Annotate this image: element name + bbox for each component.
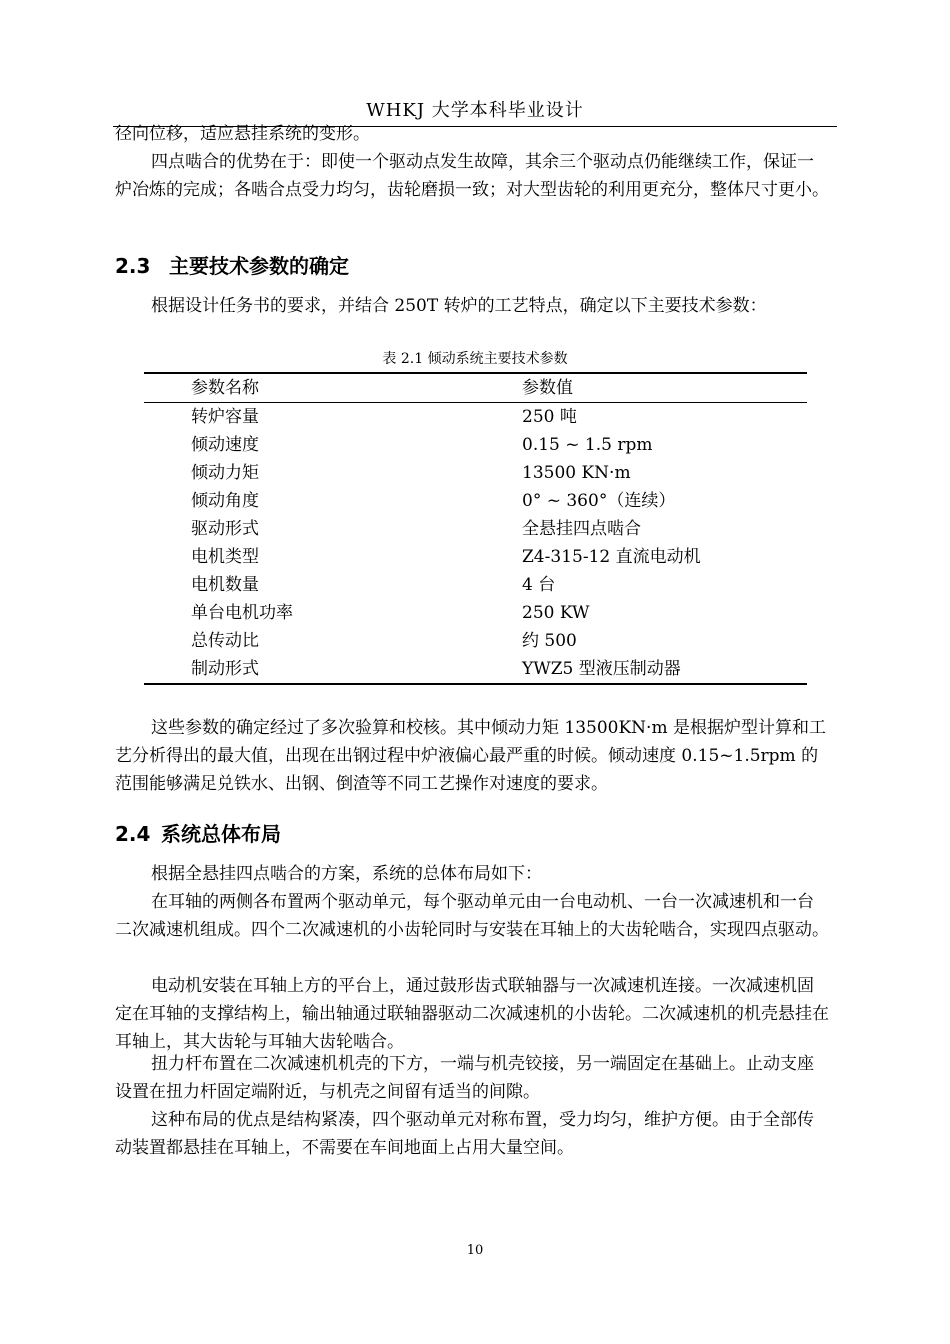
- table-row: [144, 403, 807, 432]
- paragraph-layout-motor: 电动机安装在耳轴上方的平台上，通过鼓形齿式联轴器与一次减速机连接。一次减速机固定在耳轴的支撑结构上，输出轴通过联轴器驱动二次减速机的小齿轮。二次减速机的机壳悬挂在耳轴上，其大齿轮与耳轴大齿轮啮合。: [115, 976, 829, 1052]
- parameter-table: [144, 372, 807, 685]
- table-cell: 电机类型: [191, 547, 259, 567]
- table-caption: 表 2.1 倾动系统主要技术参数: [382, 351, 568, 367]
- table-row: [144, 571, 807, 599]
- table-cell: 4 台: [522, 575, 556, 595]
- paragraph-params-explanation: 这些参数的确定经过了多次验算和校核。其中倾动力矩 13500KN·m 是根据炉型计算和工艺分析得出的最大值，出现在出钢过程中炉液偏心最严重的时候。倾动速度 0.15~1.5rpm 的范围能够满足兑铁水、出钢、倒渣等不同工艺操作对速度的要求。: [115, 718, 826, 794]
- paragraph-params-intro: 根据设计任务书的要求，并结合 250T 转炉的工艺特点，确定以下主要技术参数：: [151, 296, 767, 316]
- table-cell: 0.15 ~ 1.5 rpm: [522, 435, 653, 455]
- table-header-cell: 参数值: [522, 378, 573, 398]
- table-row: [144, 543, 807, 571]
- page-number: 10: [466, 1243, 484, 1258]
- table-header-row: [144, 373, 807, 403]
- table-row: [144, 515, 807, 543]
- table-cell: 转炉容量: [191, 407, 259, 427]
- section-heading-2-4: [115, 818, 281, 847]
- paragraph-advantages: 四点啮合的优势在于：即使一个驱动点发生故障，其余三个驱动点仍能继续工作，保证一炉冶炼的完成；各啮合点受力均匀，齿轮磨损一致；对大型齿轮的利用更充分，整体尺寸更小。: [115, 152, 829, 200]
- paragraph-continued: 径向位移，适应悬挂系统的变形。: [115, 124, 370, 144]
- table-cell: 电机数量: [191, 575, 259, 595]
- table-cell: 倾动速度: [191, 435, 259, 455]
- paragraph-layout-advantages: 这种布局的优点是结构紧凑，四个驱动单元对称布置，受力均匀，维护方便。由于全部传动装置都悬挂在耳轴上，不需要在车间地面上占用大量空间。: [115, 1110, 814, 1158]
- table-row: [144, 431, 807, 459]
- table-cell: 单台电机功率: [191, 603, 293, 623]
- section-number: 2.3: [115, 254, 151, 278]
- page-header-title: WHKJ 大学本科毕业设计: [366, 100, 584, 121]
- table-header-cell: 参数名称: [191, 378, 259, 398]
- table-cell: 制动形式: [191, 659, 259, 679]
- table-cell: 驱动形式: [191, 519, 259, 539]
- table-cell: 约 500: [522, 631, 577, 651]
- table-cell: YWZ5 型液压制动器: [522, 659, 681, 679]
- table-row: [144, 459, 807, 487]
- table-row: [144, 599, 807, 627]
- paragraph-layout-intro: 根据全悬挂四点啮合的方案，系统的总体布局如下：: [151, 864, 542, 884]
- section-number: 2.4: [115, 822, 151, 846]
- table-cell: 总传动比: [191, 631, 259, 651]
- paragraph-layout-torsion-bar: 扭力杆布置在二次减速机机壳的下方，一端与机壳铰接，另一端固定在基础上。止动支座设置在扭力杆固定端附近，与机壳之间留有适当的间隙。: [115, 1054, 814, 1102]
- table-cell: 250 KW: [522, 603, 590, 623]
- table-cell: 全悬挂四点啮合: [522, 519, 641, 539]
- table-row: [144, 627, 807, 655]
- table-cell: 13500 KN·m: [522, 463, 631, 483]
- table-cell: 倾动力矩: [191, 463, 259, 483]
- table-cell: 0° ~ 360°（连续）: [522, 491, 676, 511]
- table-cell: Z4-315-12 直流电动机: [522, 547, 701, 567]
- section-heading-2-3: [115, 250, 349, 279]
- table-row: [144, 487, 807, 515]
- table-cell: 250 吨: [522, 407, 577, 427]
- table-cell: 倾动角度: [191, 491, 259, 511]
- section-title: 主要技术参数的确定: [169, 254, 349, 278]
- section-title: 系统总体布局: [161, 822, 281, 846]
- paragraph-layout-units: 在耳轴的两侧各布置两个驱动单元，每个驱动单元由一台电动机、一台一次减速机和一台二次减速机组成。四个二次减速机的小齿轮同时与安装在耳轴上的大齿轮啮合，实现四点驱动。: [115, 892, 829, 940]
- table-row: [144, 655, 807, 684]
